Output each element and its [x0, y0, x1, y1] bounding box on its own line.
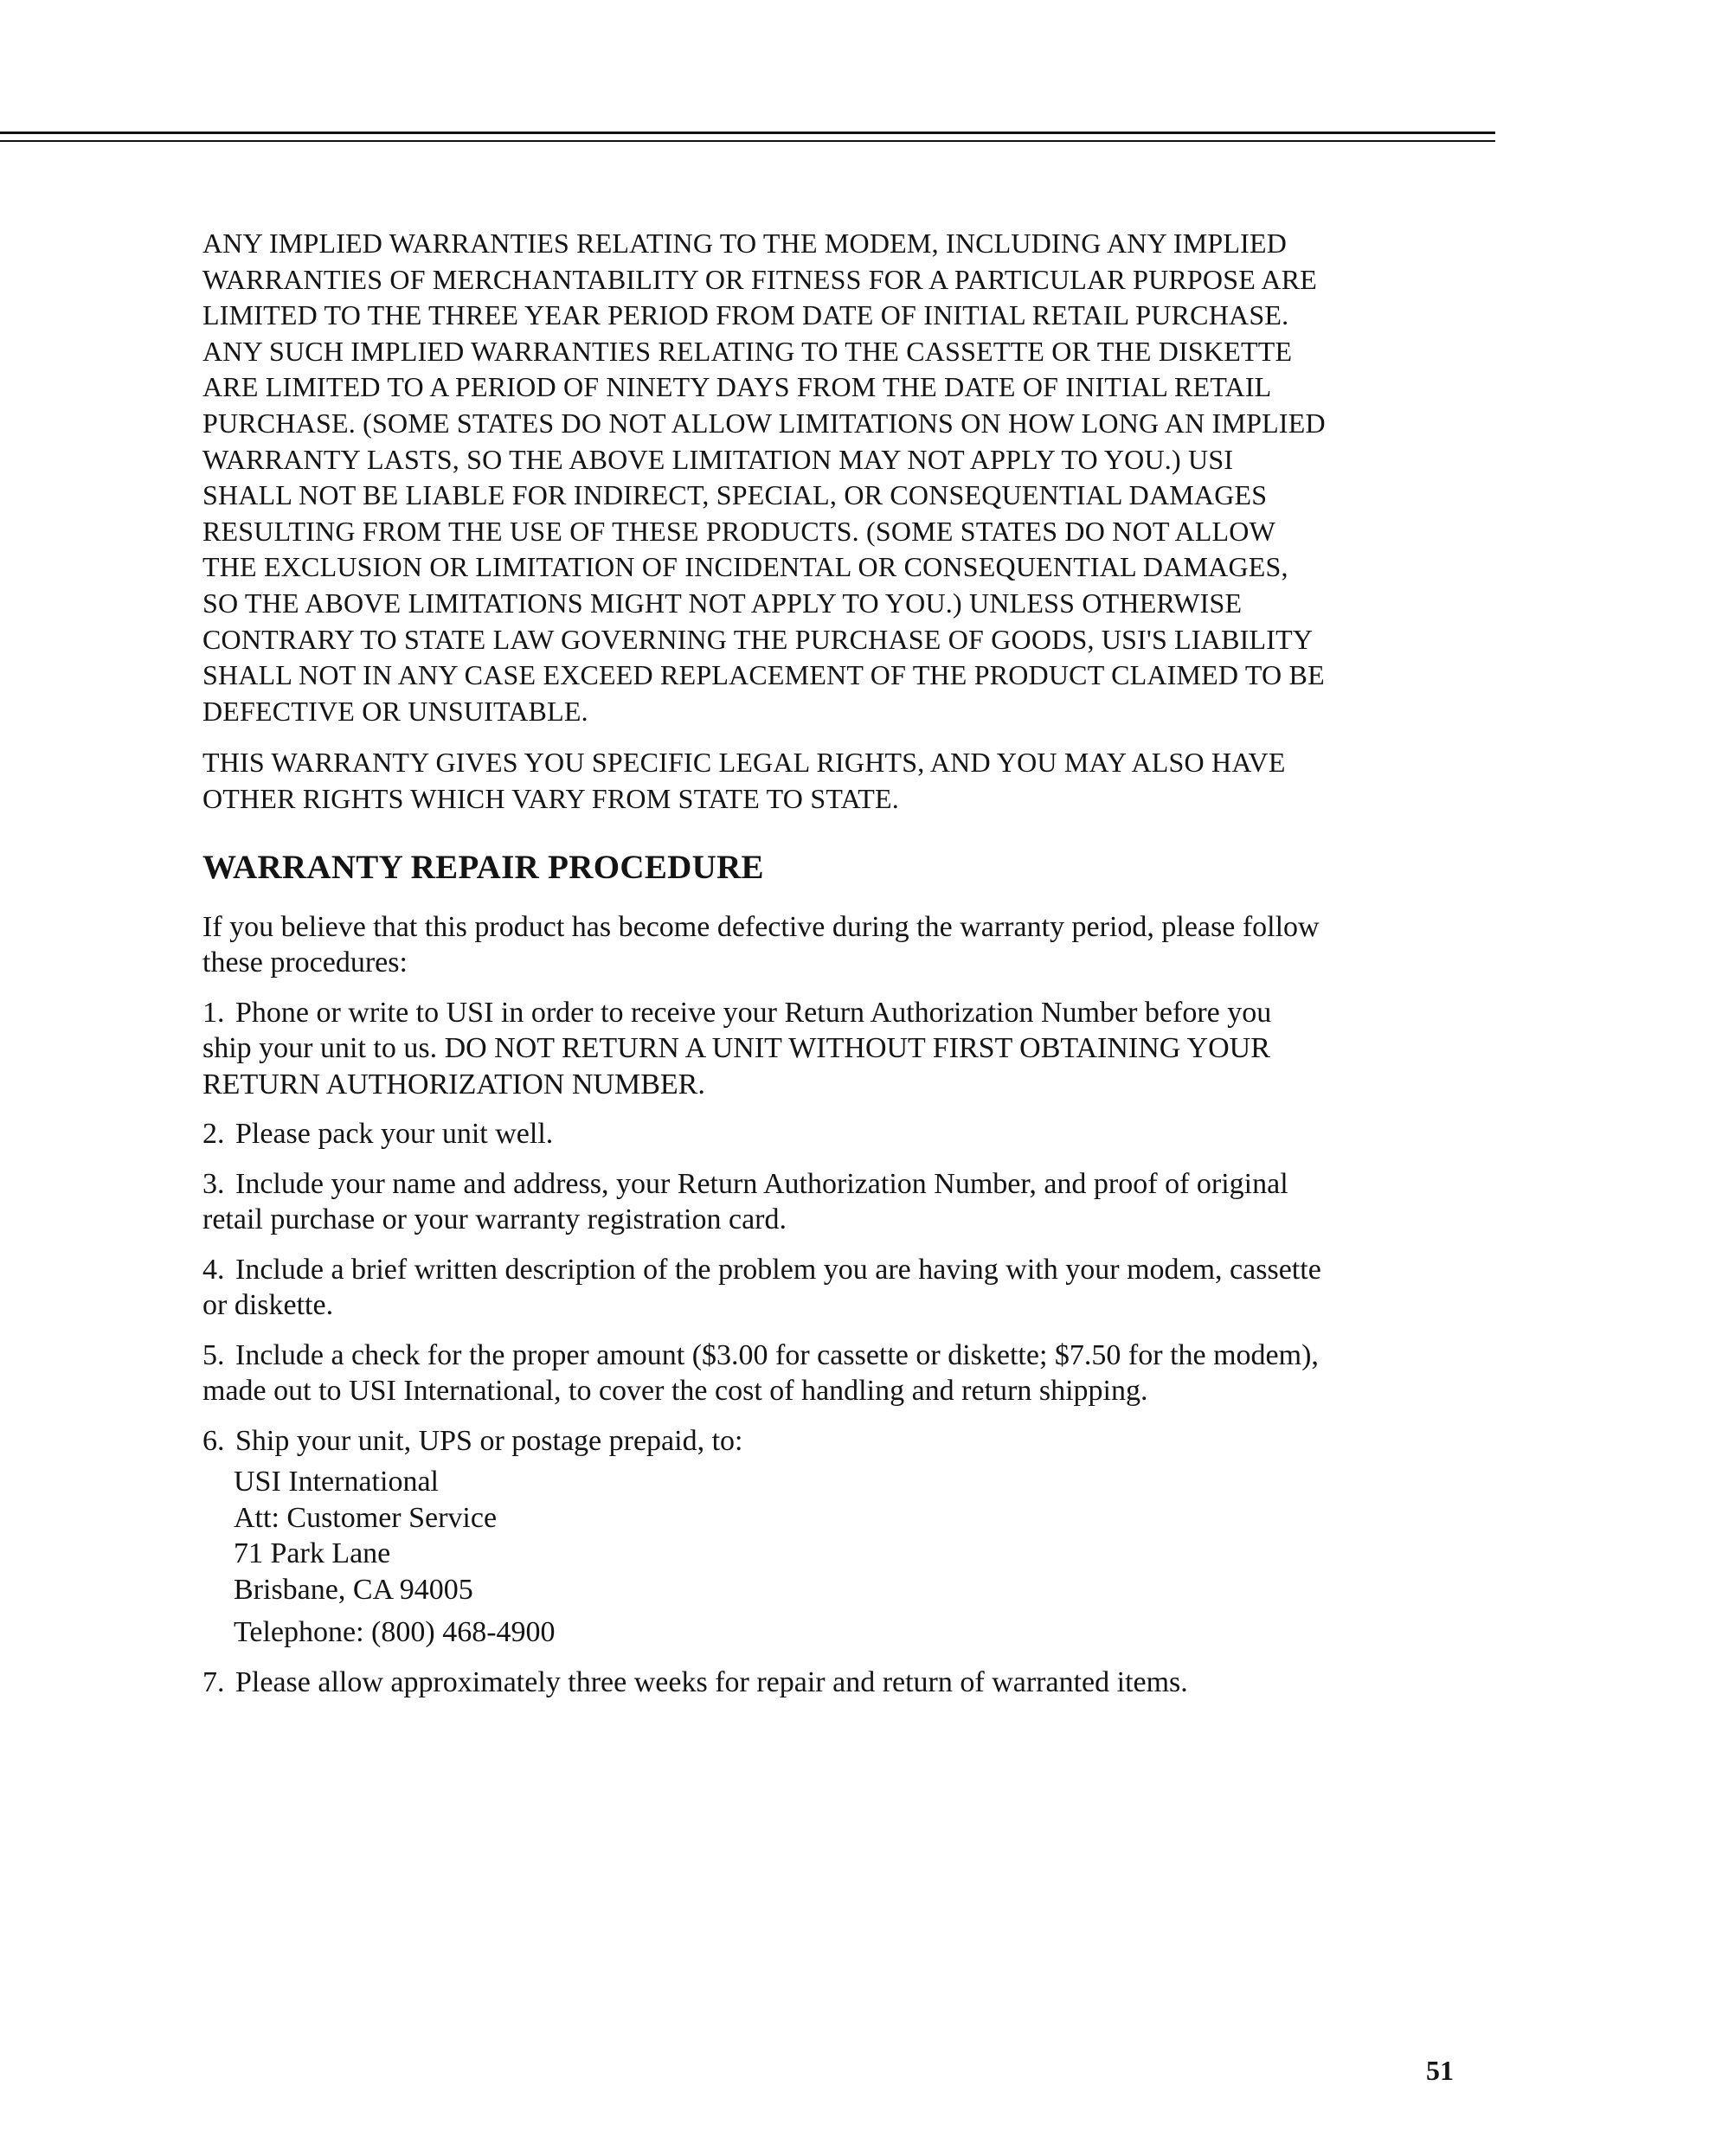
procedure-step-7 — [202, 1665, 1327, 1701]
step-text: Include a check for the proper amount ($3.00 for cassette or diskette; $7.50 for the modem), made out to USI International, to cover the cost of handling and return shipping. — [202, 1338, 1319, 1407]
legal-rights-paragraph: THIS WARRANTY GIVES YOU SPECIFIC LEGAL RIGHTS, AND YOU MAY ALSO HAVE OTHER RIGHTS WHICH VARY FROM STATE TO STATE. — [202, 747, 1286, 814]
page-number: 51 — [1426, 2055, 1454, 2086]
step-text: Include a brief written description of the problem you are having with your modem, cassette or diskette. — [202, 1253, 1321, 1321]
header-rule-top — [0, 132, 1495, 134]
step-number: 5. — [202, 1338, 225, 1371]
procedure-step-1 — [202, 995, 1327, 1103]
step-text: Include your name and address, your Return Authorization Number, and proof of original retail purchase or your warranty registration card. — [202, 1167, 1288, 1235]
step-number: 1. — [202, 996, 225, 1029]
procedure-step-2 — [202, 1116, 1327, 1152]
step-text: Please pack your unit well. — [235, 1118, 554, 1150]
address-street: 71 Park Lane — [234, 1537, 391, 1569]
shipping-address — [234, 1464, 1327, 1651]
header-rule-bottom — [0, 140, 1495, 142]
step-number: 3. — [202, 1167, 225, 1200]
address-company: USI International — [234, 1466, 439, 1498]
step-text: Please allow approximately three weeks for repair and return of warranted items. — [235, 1665, 1188, 1698]
step-number: 7. — [202, 1665, 225, 1698]
section-intro: If you believe that this product has become defective during the warranty period, please follow these procedures: — [202, 910, 1320, 979]
procedure-step-3 — [202, 1166, 1327, 1238]
page-content — [202, 226, 1327, 1700]
step-number: 4. — [202, 1253, 225, 1286]
address-city: Brisbane, CA 94005 — [234, 1573, 473, 1606]
step-number: 6. — [202, 1424, 225, 1457]
procedure-step-5 — [202, 1338, 1327, 1409]
step-number: 2. — [202, 1118, 225, 1150]
address-attention: Att: Customer Service — [234, 1501, 498, 1534]
address-telephone: Telephone: (800) 468-4900 — [234, 1616, 556, 1648]
step-text: Phone or write to USI in order to receive your Return Authorization Number before you ship your unit to us. DO NOT RETURN A UNIT WITHOUT FIRST OBTAINING YOUR RETURN AUTHORIZATION NUMBER. — [202, 996, 1272, 1100]
procedure-step-6 — [202, 1423, 1327, 1460]
procedure-step-4 — [202, 1252, 1327, 1324]
disclaimer-paragraph: ANY IMPLIED WARRANTIES RELATING TO THE MODEM, INCLUDING ANY IMPLIED WARRANTIES OF MERCHANTABILITY OR FITNESS FOR A PARTICULAR PURPOSE ARE LIMITED TO THE THREE YEAR PERIOD FROM DATE OF INITIAL RETAIL PURCHASE. ANY SUCH IMPLIED WARRANTIES RELATING TO THE CASSETTE OR THE DISKETTE ARE LIMITED TO A PERIOD OF NINETY DAYS FROM THE DATE OF INITIAL RETAIL PURCHASE. (SOME STATES DO NOT ALLOW LIMITATIONS ON HOW LONG AN IMPLIED WARRANTY LASTS, SO THE ABOVE LIMITATION MAY NOT APPLY TO YOU.) USI SHALL NOT BE LIABLE FOR INDIRECT, SPECIAL, OR CONSEQUENTIAL DAMAGES RESULTING FROM THE USE OF THESE PRODUCTS. (SOME STATES DO NOT ALLOW THE EXCLUSION OR LIMITATION OF INCIDENTAL OR CONSEQUENTIAL DAMAGES, SO THE ABOVE LIMITATIONS MIGHT NOT APPLY TO YOU.) UNLESS OTHERWISE CONTRARY TO STATE LAW GOVERNING THE PURCHASE OF GOODS, USI'S LIABILITY SHALL NOT IN ANY CASE EXCEED REPLACEMENT OF THE PRODUCT CLAIMED TO BE DEFECTIVE OR UNSUITABLE. — [202, 228, 1326, 727]
step-text: Ship your unit, UPS or postage prepaid, to: — [235, 1424, 743, 1457]
section-heading: WARRANTY REPAIR PROCEDURE — [202, 848, 764, 886]
